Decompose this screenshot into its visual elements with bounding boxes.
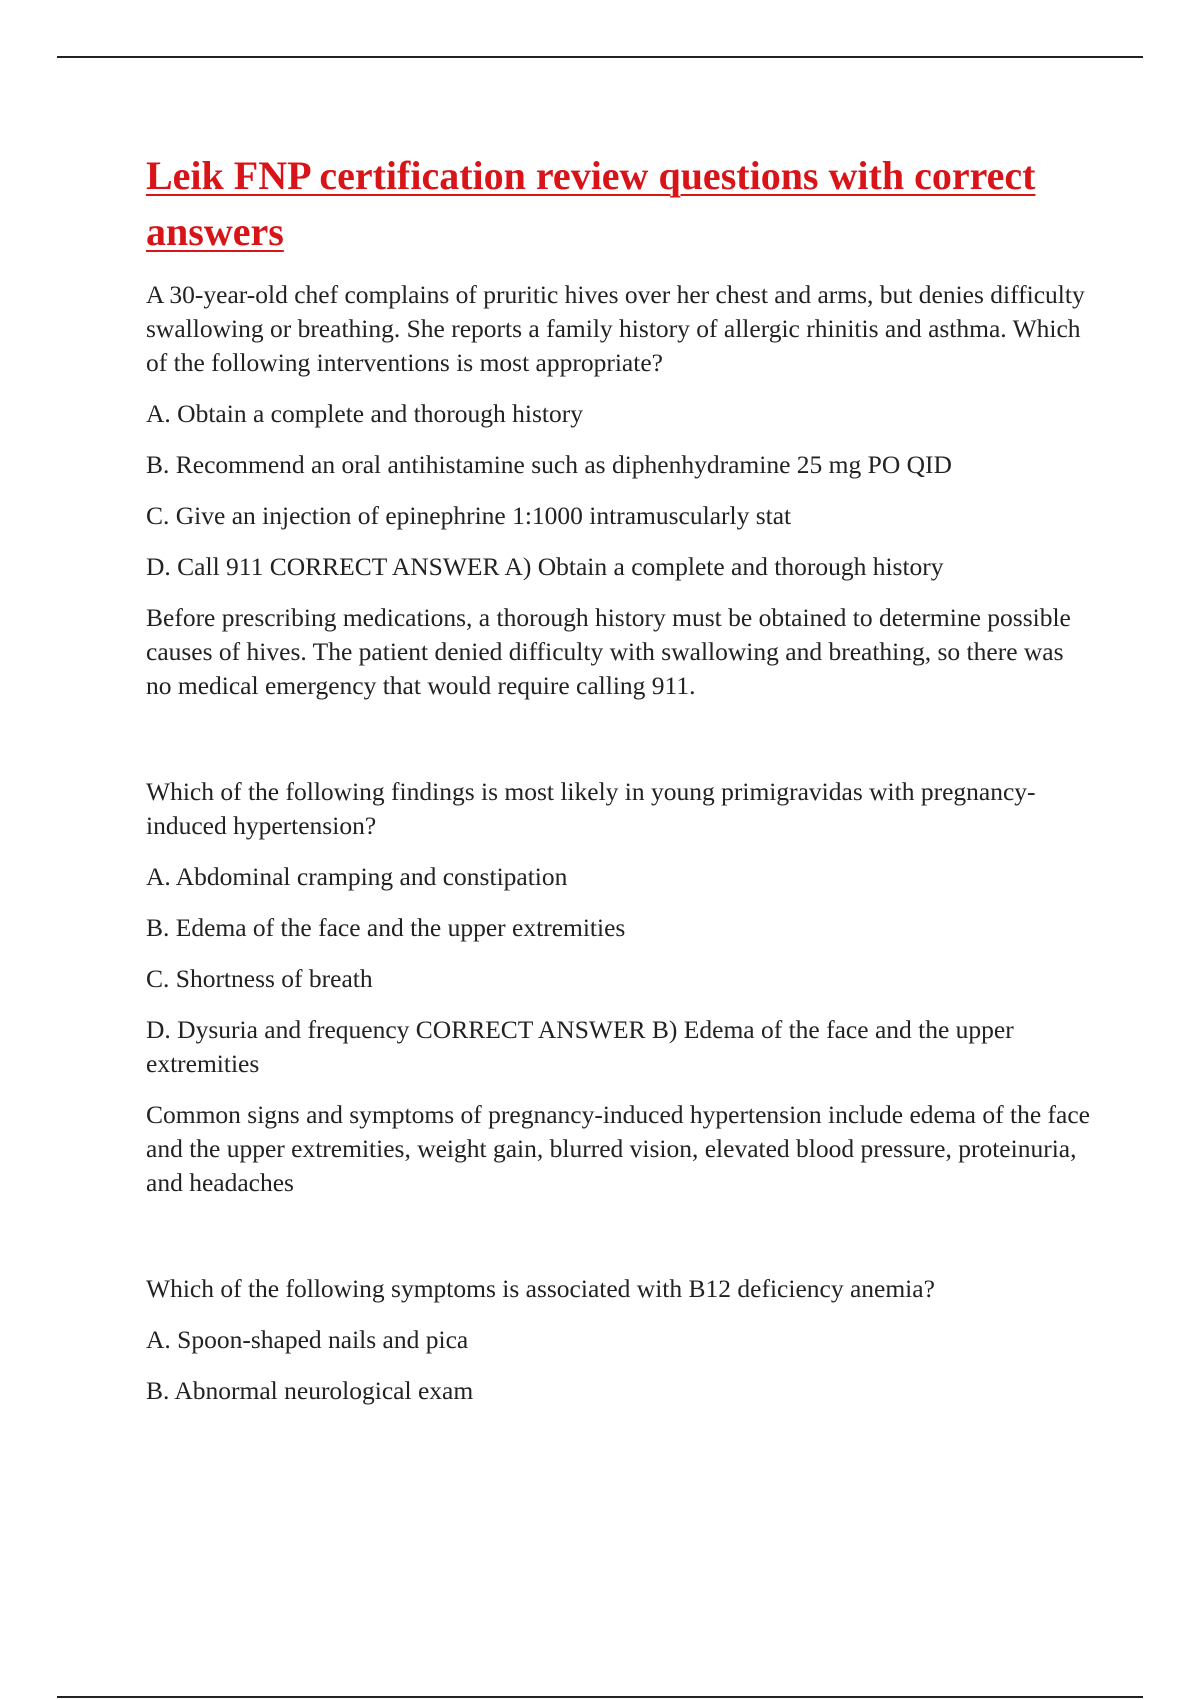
answer-option: A. Obtain a complete and thorough history	[146, 399, 583, 428]
answer-option: D. Call 911 CORRECT ANSWER A) Obtain a complete and thorough history	[146, 552, 944, 581]
document-title: Leik FNP certification review questions with correct answers	[146, 153, 1036, 254]
bottom-rule	[57, 1696, 1143, 1698]
answer-rationale: Before prescribing medications, a thorough history must be obtained to determine possible causes of hives. The patient denied difficulty with swallowing and breathing, so there was no medical emergency that would require calling 911.	[146, 603, 1071, 700]
question-stem: Which of the following symptoms is associated with B12 deficiency anemia?	[146, 1274, 935, 1303]
question-spacer	[146, 1217, 1091, 1272]
answer-option: C. Give an injection of epinephrine 1:1000 intramuscularly stat	[146, 501, 792, 530]
question-1	[146, 278, 1091, 703]
question-stem: Which of the following findings is most likely in young primigravidas with pregnancy-induced hypertension?	[146, 777, 1036, 840]
answer-option: B. Edema of the face and the upper extremities	[146, 913, 626, 942]
question-spacer	[146, 720, 1091, 775]
question-2	[146, 775, 1091, 1200]
question-stem: A 30-year-old chef complains of pruritic hives over her chest and arms, but denies difficulty swallowing or breathing. She reports a family history of allergic rhinitis and asthma. Which of the following interventions is most appropriate?	[146, 280, 1085, 377]
question-3	[146, 1272, 1091, 1408]
answer-option: A. Abdominal cramping and constipation	[146, 862, 568, 891]
answer-option: B. Abnormal neurological exam	[146, 1376, 474, 1405]
answer-rationale: Common signs and symptoms of pregnancy-induced hypertension include edema of the face and the upper extremities, weight gain, blurred vision, elevated blood pressure, proteinuria, and headaches	[146, 1100, 1090, 1197]
answer-option: A. Spoon-shaped nails and pica	[146, 1325, 469, 1354]
top-rule	[57, 56, 1143, 58]
answer-option: C. Shortness of breath	[146, 964, 373, 993]
answer-option: B. Recommend an oral antihistamine such as diphenhydramine 25 mg PO QID	[146, 450, 952, 479]
document-body	[146, 148, 1091, 1425]
answer-option: D. Dysuria and frequency CORRECT ANSWER B) Edema of the face and the upper extremities	[146, 1015, 1014, 1078]
